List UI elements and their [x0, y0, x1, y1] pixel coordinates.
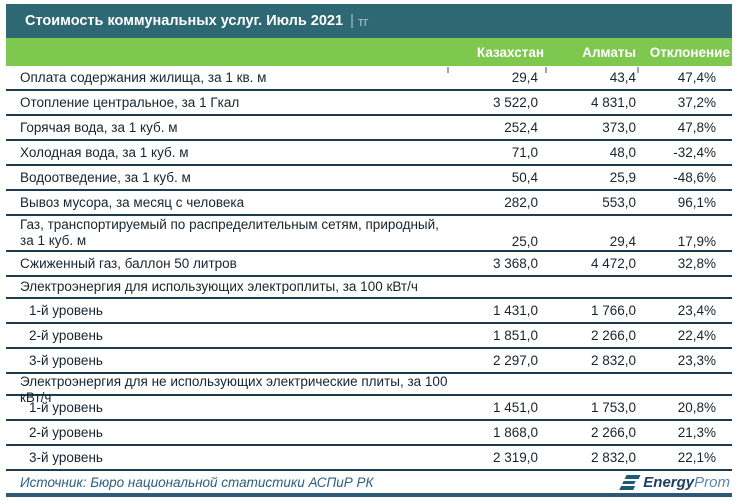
row-label-line1: 1-й уровень: [29, 302, 103, 318]
row-label-line1: 2-й уровень: [29, 327, 103, 343]
table-row: [6, 116, 732, 141]
cell-almaty: 2 832,0: [590, 450, 636, 465]
cell-deviation: 21,3%: [677, 425, 716, 440]
table-row: [6, 166, 732, 191]
cell-almaty: 4 472,0: [590, 256, 636, 271]
cell-deviation: 32,8%: [677, 256, 716, 271]
cell-deviation: -32,4%: [673, 145, 716, 160]
row-label: [6, 328, 448, 344]
row-label-line2: за 1 куб. м: [20, 233, 87, 248]
cell-kazakhstan: 71,0: [511, 145, 538, 160]
row-label-line1: Сжиженный газ, баллон 50 литров: [20, 255, 237, 271]
row-label-line1: 3-й уровень: [29, 449, 103, 465]
footer: [6, 471, 732, 497]
cell-deviation: 47,8%: [677, 120, 716, 135]
cell-kazakhstan: 50,4: [511, 170, 538, 185]
table-row: [6, 446, 732, 471]
column-tick: [545, 67, 547, 73]
row-label: [6, 145, 448, 161]
table-body: [6, 66, 732, 471]
row-label: [6, 70, 448, 86]
row-label-line1: 2-й уровень: [29, 424, 103, 440]
column-tick: [447, 67, 449, 73]
cell-kazakhstan: 1 868,0: [492, 425, 538, 440]
table-row: [6, 216, 732, 252]
cell-almaty: 29,4: [609, 234, 636, 249]
column-header-almaty: Алматы: [582, 44, 636, 60]
row-label-line1: Вывоз мусора, за месяц с человека: [20, 194, 245, 210]
row-label-line1: 3-й уровень: [29, 352, 103, 368]
cell-kazakhstan: 282,0: [504, 195, 538, 210]
cell-deviation: 23,4%: [677, 303, 716, 318]
table-row: [6, 191, 732, 216]
row-label: [6, 450, 448, 466]
row-label: [6, 353, 448, 369]
row-label-line1: Водоотведение, за 1 куб. м: [20, 169, 191, 185]
table-row: [6, 252, 732, 277]
energyprom-logo: [623, 475, 730, 490]
table-header-row: [6, 38, 732, 66]
table-row: [6, 349, 732, 374]
title-bar: [6, 4, 732, 38]
table-row: [6, 91, 732, 116]
cell-deviation: -48,6%: [673, 170, 716, 185]
cell-kazakhstan: 1 851,0: [492, 328, 538, 343]
table-row: [6, 324, 732, 349]
row-label: [6, 120, 448, 136]
row-label-line1: Оплата содержания жилища, за 1 кв. м: [20, 69, 267, 85]
cell-deviation: 17,9%: [677, 234, 716, 249]
row-label: [6, 256, 448, 272]
cell-kazakhstan: 252,4: [504, 120, 538, 135]
cell-kazakhstan: 1 431,0: [492, 303, 538, 318]
cell-kazakhstan: 25,0: [511, 234, 538, 249]
column-header-deviation: Отклонение: [649, 44, 730, 60]
cell-almaty: 373,0: [602, 120, 636, 135]
table-row: [6, 277, 732, 299]
logo-bar: [622, 480, 636, 484]
row-label-line1: Газ, транспортируемый по распределительным сетям, природный,: [20, 217, 439, 232]
cell-deviation: 22,1%: [677, 450, 716, 465]
logo-bar: [620, 486, 636, 490]
row-label-line1: 1-й уровень: [29, 399, 103, 415]
column-tick: [637, 67, 639, 73]
source-note: Источник: Бюро национальной статистики АСПиР РК: [20, 474, 374, 490]
row-label: [6, 425, 448, 441]
row-label: [6, 217, 448, 249]
utility-costs-table: [6, 4, 732, 497]
cell-almaty: 43,4: [609, 70, 636, 85]
cell-kazakhstan: 29,4: [511, 70, 538, 85]
title-separator: |: [350, 13, 354, 29]
row-label: [6, 303, 448, 319]
logo-text-prom: Prom: [694, 473, 730, 491]
title-unit: тг: [357, 13, 369, 29]
cell-deviation: 20,8%: [677, 400, 716, 415]
cell-kazakhstan: 2 319,0: [492, 450, 538, 465]
cell-kazakhstan: 3 522,0: [492, 95, 538, 110]
row-label-line1: Холодная вода, за 1 куб. м: [20, 144, 189, 160]
cell-almaty: 2 266,0: [590, 328, 636, 343]
cell-almaty: 1 766,0: [590, 303, 636, 318]
cell-almaty: 1 753,0: [590, 400, 636, 415]
cell-deviation: 23,3%: [677, 353, 716, 368]
cell-almaty: 553,0: [602, 195, 636, 210]
cell-deviation: 37,2%: [677, 95, 716, 110]
row-label: [6, 170, 448, 186]
logo-bar: [625, 475, 641, 479]
row-label: [6, 400, 448, 416]
table-row: [6, 141, 732, 166]
cell-deviation: 96,1%: [677, 195, 716, 210]
cell-deviation: 22,4%: [677, 328, 716, 343]
cell-kazakhstan: 1 451,0: [492, 400, 538, 415]
row-label-line1: Горячая вода, за 1 куб. м: [20, 119, 178, 135]
column-header-kazakhstan: Казахстан: [476, 44, 544, 60]
row-label: [6, 95, 448, 111]
table-row: [6, 421, 732, 446]
row-label-line1: Отопление центральное, за 1 Гкал: [20, 94, 240, 110]
row-label-line1: Электроэнергия для не использующих электрические плиты, за 100 кВт/ч: [20, 374, 448, 405]
table-row: [6, 66, 732, 91]
cell-kazakhstan: 3 368,0: [492, 256, 538, 271]
cell-deviation: 47,4%: [677, 70, 716, 85]
cell-almaty: 48,0: [609, 145, 636, 160]
row-label: [6, 279, 448, 295]
cell-almaty: 25,9: [609, 170, 636, 185]
energyprom-e-icon: [620, 475, 641, 490]
cell-almaty: 2 266,0: [590, 425, 636, 440]
page-title: Стоимость коммунальных услуг. Июль 2021: [25, 13, 344, 29]
table-row: [6, 396, 732, 421]
cell-kazakhstan: 2 297,0: [492, 353, 538, 368]
logo-text-energy: Energy: [643, 473, 695, 491]
row-label-line1: Электроэнергия для использующих электроплиты, за 100 кВт/ч: [20, 279, 418, 294]
row-label: [6, 195, 448, 211]
table-row: [6, 374, 732, 405]
cell-almaty: 4 831,0: [590, 95, 636, 110]
table-row: [6, 299, 732, 324]
cell-almaty: 2 832,0: [590, 353, 636, 368]
